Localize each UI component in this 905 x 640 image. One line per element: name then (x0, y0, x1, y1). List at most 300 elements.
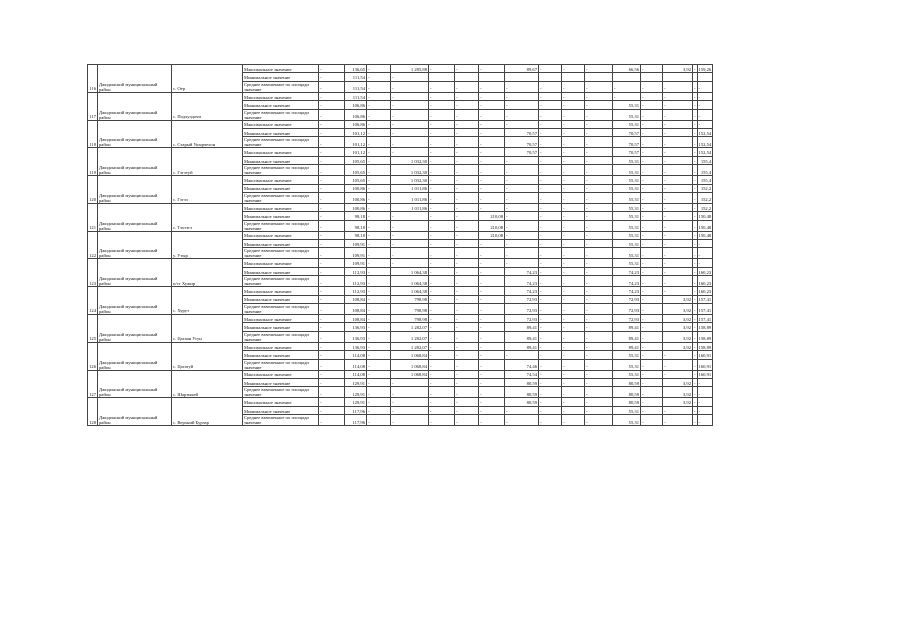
value-cell: 158,89 (697, 323, 713, 331)
value-cell: - (539, 165, 562, 176)
value-cell: - (539, 387, 562, 398)
value-cell: - (641, 398, 663, 406)
value-cell: - (585, 331, 613, 342)
value-cell: - (429, 148, 455, 156)
value-cell: 152,2 (697, 192, 713, 203)
value-cell: - (479, 109, 505, 120)
value-cell: - (505, 92, 539, 100)
value-cell: - (455, 176, 479, 184)
value-cell: - (585, 287, 613, 295)
value-cell: - (693, 231, 698, 239)
value-cell: - (641, 315, 663, 323)
value-cell: - (539, 342, 562, 350)
value-cell (697, 73, 713, 81)
value-cell: - (585, 81, 613, 92)
value-cell: - (562, 248, 585, 259)
value-cell: - (455, 295, 479, 303)
value-cell: - (429, 220, 455, 231)
value-cell: - (367, 259, 391, 267)
table-row (88, 342, 713, 350)
value-cell: 80,59 (613, 398, 641, 406)
value-cell: 80,59 (613, 378, 641, 386)
value-cell: - (539, 176, 562, 184)
value-cell: - (697, 109, 713, 120)
value-type-cell: Среднее взвешенное по площади значение (243, 304, 319, 315)
value-cell: - (641, 387, 663, 398)
value-cell: - (429, 387, 455, 398)
value-cell: 157,41 (697, 304, 713, 315)
value-cell: - (539, 259, 562, 267)
value-cell: 55,31 (613, 231, 641, 239)
value-cell: - (367, 231, 391, 239)
value-cell: - (455, 359, 479, 370)
value-cell: - (585, 212, 613, 220)
value-cell: - (455, 156, 479, 164)
value-cell: - (391, 120, 429, 128)
value-type-cell: Минимальное значение (243, 323, 319, 331)
value-cell: - (697, 398, 713, 406)
value-cell: - (697, 406, 713, 414)
value-cell: - (319, 212, 345, 220)
value-cell: 74,46 (505, 359, 539, 370)
value-cell: - (663, 240, 693, 248)
value-cell: - (539, 406, 562, 414)
value-cell: - (693, 351, 698, 359)
value-cell: - (562, 398, 585, 406)
value-cell: - (693, 137, 698, 148)
row-number-cell: 119 (88, 148, 98, 176)
value-cell: 160,23 (697, 287, 713, 295)
value-cell: - (562, 128, 585, 136)
value-cell: - (429, 248, 455, 259)
value-cell: - (391, 378, 429, 386)
value-cell (455, 73, 479, 81)
value-cell: - (429, 192, 455, 203)
value-cell: 150,48 (697, 231, 713, 239)
value-cell: 55,31 (613, 203, 641, 211)
value-cell: - (585, 406, 613, 414)
table-row (88, 398, 713, 406)
value-cell: - (367, 295, 391, 303)
value-cell: - (505, 156, 539, 164)
value-cell: - (663, 137, 693, 148)
value-cell: 160,23 (697, 267, 713, 275)
table-row (88, 370, 713, 378)
value-type-cell: Максимальное значение (243, 259, 319, 267)
value-cell: - (479, 323, 505, 331)
locality-cell: с. Цагаан Усун (172, 315, 243, 343)
value-cell: - (429, 295, 455, 303)
value-cell: - (641, 101, 663, 109)
value-cell: - (539, 267, 562, 275)
value-cell: - (641, 220, 663, 231)
table-row (88, 203, 713, 211)
value-cell: - (319, 137, 345, 148)
value-cell: - (367, 342, 391, 350)
value-cell: - (319, 415, 345, 426)
value-cell: - (663, 192, 693, 203)
value-cell: - (455, 220, 479, 231)
value-cell: - (367, 101, 391, 109)
value-cell: - (455, 323, 479, 331)
value-cell: - (367, 73, 391, 81)
value-cell: - (562, 101, 585, 109)
value-cell: - (539, 192, 562, 203)
value-cell: - (641, 148, 663, 156)
value-cell: - (585, 156, 613, 164)
value-cell: - (479, 315, 505, 323)
value-cell: 3,92 (663, 387, 693, 398)
value-cell: 798,98 (391, 315, 429, 323)
value-cell: - (367, 184, 391, 192)
value-cell: 89,41 (505, 323, 539, 331)
value-type-cell: Минимальное значение (243, 351, 319, 359)
value-cell: - (429, 184, 455, 192)
district-cell: Джидинский муниципальный район (98, 148, 172, 176)
value-cell: 1 064,38 (391, 276, 429, 287)
value-cell: 3,92 (663, 65, 693, 73)
value-cell: - (319, 323, 345, 331)
value-cell: 80,59 (505, 378, 539, 386)
value-cell: 55,31 (613, 156, 641, 164)
value-cell: - (562, 240, 585, 248)
value-cell: - (562, 65, 585, 73)
value-cell: 55,31 (613, 109, 641, 120)
value-cell: - (367, 370, 391, 378)
value-cell: 117,96 (345, 406, 367, 414)
value-cell: - (319, 406, 345, 414)
value-cell: - (585, 415, 613, 426)
value-type-cell: Минимальное значение (243, 267, 319, 275)
value-cell: - (367, 267, 391, 275)
value-cell: - (479, 406, 505, 414)
value-cell: - (479, 378, 505, 386)
value-cell: - (367, 120, 391, 128)
value-cell: - (562, 351, 585, 359)
value-cell: - (455, 331, 479, 342)
value-cell: - (663, 109, 693, 120)
value-cell: - (367, 65, 391, 73)
value-type-cell: Минимальное значение (243, 295, 319, 303)
value-cell: - (455, 378, 479, 386)
value-cell: - (429, 176, 455, 184)
value-cell: - (505, 259, 539, 267)
value-cell: 1 032,30 (391, 165, 429, 176)
value-cell: - (319, 359, 345, 370)
value-cell: 70,57 (613, 137, 641, 148)
value-cell: - (367, 176, 391, 184)
value-cell: 74,23 (505, 287, 539, 295)
locality-cell: с. Хурут (172, 287, 243, 315)
value-cell: - (641, 137, 663, 148)
value-cell: - (319, 370, 345, 378)
value-cell: - (479, 176, 505, 184)
value-cell: - (429, 109, 455, 120)
value-cell: - (479, 120, 505, 128)
value-type-cell: Среднее взвешенное по площади значение (243, 220, 319, 231)
district-cell: Джидинский муниципальный район (98, 259, 172, 287)
value-cell: - (479, 387, 505, 398)
value-cell: - (641, 176, 663, 184)
value-cell: - (562, 137, 585, 148)
value-cell: - (539, 378, 562, 386)
value-cell: - (319, 231, 345, 239)
value-cell: - (539, 156, 562, 164)
value-cell: - (641, 92, 663, 100)
value-cell: - (663, 120, 693, 128)
value-cell: - (697, 81, 713, 92)
district-cell: Джидинский муниципальный район (98, 92, 172, 120)
value-cell: - (429, 259, 455, 267)
table-row (88, 65, 713, 73)
value-cell: 1 282,07 (391, 342, 429, 350)
value-cell: - (562, 120, 585, 128)
value-cell: 98,18 (345, 231, 367, 239)
value-cell: - (585, 109, 613, 120)
value-cell: - (562, 184, 585, 192)
value-cell: 108,84 (345, 315, 367, 323)
value-type-cell: Максимальное значение (243, 398, 319, 406)
value-cell: 55,31 (613, 351, 641, 359)
value-cell: - (455, 192, 479, 203)
value-cell: 3,92 (663, 304, 693, 315)
value-cell: 70,57 (613, 128, 641, 136)
value-cell: - (585, 231, 613, 239)
value-cell: - (562, 359, 585, 370)
row-number-cell: 127 (88, 370, 98, 398)
value-cell: 100,86 (345, 192, 367, 203)
value-cell: - (585, 248, 613, 259)
value-cell: - (562, 342, 585, 350)
value-cell: - (429, 415, 455, 426)
value-cell: 1 032,30 (391, 156, 429, 164)
value-cell: 112,93 (345, 287, 367, 295)
value-cell: - (429, 323, 455, 331)
value-cell: 108,84 (345, 295, 367, 303)
value-cell: - (562, 220, 585, 231)
value-cell: 155,4 (697, 176, 713, 184)
value-cell: 80,59 (613, 387, 641, 398)
value-type-cell: Среднее взвешенное по площади значение (243, 359, 319, 370)
value-cell: 114,08 (345, 351, 367, 359)
value-cell: 158,89 (697, 342, 713, 350)
value-cell: - (455, 415, 479, 426)
value-cell: - (367, 287, 391, 295)
value-cell: - (641, 240, 663, 248)
value-cell: - (663, 81, 693, 92)
value-cell: - (391, 220, 429, 231)
value-cell: 152,2 (697, 203, 713, 211)
value-cell: - (367, 212, 391, 220)
value-cell: - (562, 81, 585, 92)
value-type-cell: Максимальное значение (243, 203, 319, 211)
value-cell: - (367, 248, 391, 259)
value-cell: - (562, 378, 585, 386)
value-cell (663, 73, 693, 81)
value-cell: 117,96 (345, 415, 367, 426)
value-type-cell: Среднее взвешенное по площади значение (243, 387, 319, 398)
value-cell: 89,67 (505, 65, 539, 73)
value-cell: 105,65 (345, 176, 367, 184)
value-cell: - (455, 137, 479, 148)
value-cell: - (641, 259, 663, 267)
value-cell: 70,57 (613, 148, 641, 156)
value-cell: 150,48 (697, 220, 713, 231)
value-cell: - (319, 315, 345, 323)
value-cell: - (693, 128, 698, 136)
value-cell: - (539, 359, 562, 370)
value-cell (562, 73, 585, 81)
value-cell: - (663, 287, 693, 295)
value-cell: - (539, 137, 562, 148)
value-type-cell: Максимальное значение (243, 287, 319, 295)
value-cell: - (319, 184, 345, 192)
district-cell: Джидинский муниципальный район (98, 203, 172, 231)
value-cell: - (539, 109, 562, 120)
value-cell: - (479, 81, 505, 92)
value-cell: - (455, 406, 479, 414)
value-cell: - (539, 304, 562, 315)
value-cell: - (429, 267, 455, 275)
value-cell: - (367, 128, 391, 136)
value-cell: - (693, 192, 698, 203)
value-cell: - (367, 378, 391, 386)
value-cell: - (319, 148, 345, 156)
value-cell: - (455, 370, 479, 378)
value-cell: - (693, 220, 698, 231)
value-type-cell: Минимальное значение (243, 378, 319, 386)
value-cell: - (319, 203, 345, 211)
value-cell: - (319, 156, 345, 164)
locality-cell: с. Гэгэтуй (172, 148, 243, 176)
value-cell: - (562, 176, 585, 184)
value-cell: - (391, 240, 429, 248)
value-type-cell: Максимальное значение (243, 176, 319, 184)
value-cell: - (693, 331, 698, 342)
value-cell: - (539, 148, 562, 156)
value-cell: 152,54 (697, 137, 713, 148)
locality-cell: с. Гэгээ (172, 176, 243, 204)
locality-cell: у. Утыр (172, 231, 243, 259)
locality-cell: п/ст Хужир (172, 259, 243, 287)
value-cell: - (391, 109, 429, 120)
value-cell: 80,59 (505, 387, 539, 398)
value-type-cell: Максимальное значение (243, 148, 319, 156)
value-cell: - (505, 81, 539, 92)
value-cell: - (367, 359, 391, 370)
value-cell: - (539, 370, 562, 378)
value-cell: - (505, 192, 539, 203)
value-cell: - (585, 65, 613, 73)
value-cell: - (455, 184, 479, 192)
value-cell: 160,23 (697, 276, 713, 287)
value-cell: 89,41 (613, 331, 641, 342)
value-cell: - (697, 387, 713, 398)
value-cell: - (367, 109, 391, 120)
value-cell: - (319, 220, 345, 231)
value-cell: - (663, 415, 693, 426)
value-cell: - (663, 212, 693, 220)
value-cell: 74,23 (505, 267, 539, 275)
value-cell (505, 73, 539, 81)
value-cell: - (391, 148, 429, 156)
value-cell: - (693, 156, 698, 164)
value-cell: - (585, 192, 613, 203)
value-cell: - (479, 128, 505, 136)
value-cell (585, 73, 613, 81)
value-type-cell: Среднее взвешенное по площади значение (243, 276, 319, 287)
value-cell: 55,31 (613, 120, 641, 128)
value-type-cell: Минимальное значение (243, 156, 319, 164)
row-number-cell: 126 (88, 342, 98, 370)
value-cell: - (429, 156, 455, 164)
value-type-cell: Максимальное значение (243, 65, 319, 73)
value-cell: - (505, 212, 539, 220)
value-cell: - (613, 81, 641, 92)
value-cell: - (391, 137, 429, 148)
value-cell: - (479, 65, 505, 73)
value-cell: 70,57 (505, 137, 539, 148)
value-cell: 1 068,84 (391, 359, 429, 370)
value-cell: 55,31 (613, 248, 641, 259)
value-cell: - (505, 184, 539, 192)
value-type-cell: Минимальное значение (243, 128, 319, 136)
value-cell: 160,91 (697, 359, 713, 370)
value-cell: - (693, 248, 698, 259)
value-cell: - (319, 387, 345, 398)
value-cell: 3,92 (663, 331, 693, 342)
value-cell: - (505, 415, 539, 426)
value-cell: - (367, 406, 391, 414)
value-cell: - (663, 148, 693, 156)
value-cell: - (562, 156, 585, 164)
value-cell: - (391, 415, 429, 426)
value-cell: 105,65 (345, 156, 367, 164)
value-cell: - (505, 240, 539, 248)
value-cell: - (585, 259, 613, 267)
locality-cell: с. Тэхтэгэ (172, 203, 243, 231)
value-cell: 152,2 (697, 184, 713, 192)
value-cell: 89,41 (613, 323, 641, 331)
value-cell: - (539, 287, 562, 295)
value-cell: - (319, 101, 345, 109)
value-cell: 160,91 (697, 351, 713, 359)
value-cell: 1 068,84 (391, 351, 429, 359)
value-cell: - (641, 156, 663, 164)
value-cell: 55,31 (613, 259, 641, 267)
value-cell: - (663, 184, 693, 192)
value-cell: 106,86 (345, 109, 367, 120)
value-cell: - (585, 359, 613, 370)
value-cell: - (641, 184, 663, 192)
table-row (88, 259, 713, 267)
value-cell: 155,4 (697, 156, 713, 164)
value-cell: - (562, 276, 585, 287)
value-cell: 1 011,86 (391, 184, 429, 192)
value-cell: - (641, 370, 663, 378)
value-cell: - (319, 176, 345, 184)
value-cell: - (429, 287, 455, 295)
value-cell: - (585, 304, 613, 315)
value-cell: 101,12 (345, 137, 367, 148)
row-number-cell: 117 (88, 92, 98, 120)
row-number-cell: 116 (88, 65, 98, 93)
value-cell: - (455, 351, 479, 359)
value-cell: - (585, 342, 613, 350)
value-cell: - (585, 295, 613, 303)
value-cell: - (663, 267, 693, 275)
value-cell: - (391, 101, 429, 109)
